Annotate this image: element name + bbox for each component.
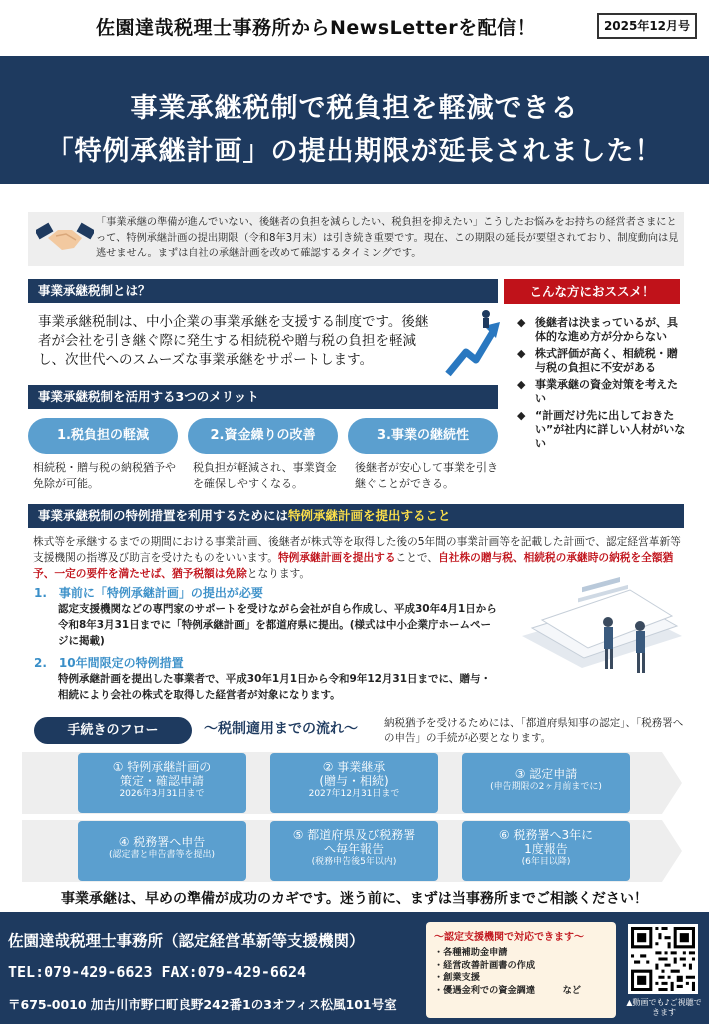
flow-step-note: 2026年3月31日まで — [119, 789, 205, 799]
flow-step-6 — [462, 821, 630, 881]
flow-step-line: ⑤ 都道府県及び税務署 — [292, 828, 416, 842]
footer — [0, 912, 709, 1024]
overview-heading: 事業承継税制とは？ — [28, 279, 498, 303]
point-2-title: 2. 10年間限定の特例措置 — [34, 656, 184, 670]
handshake-icon — [36, 220, 94, 256]
office-name: 佐園達哉税理士事務所（認定経営革新等支援機関） — [8, 932, 365, 950]
recommend-item: ◆ 後継者は決まっているが、具体的な進め方が分からない — [517, 316, 678, 343]
point-1-body: 認定支援機関などの専門家のサポートを受けながら会社が自ら作成し、平成30年4月1日から令和8年3月31日までに「特例承継計画」を都道府県に提出。(様式は中小企業庁ホームページに掲載) — [58, 603, 497, 647]
diamond-bullet-icon: ◆ — [517, 378, 526, 391]
hero-headline-2: 「特例承継計画」の提出期限が延長されました！ — [46, 136, 663, 167]
support-item: ・創業支援 — [434, 972, 480, 983]
flow-step-5 — [270, 821, 438, 881]
flow-step-4 — [78, 821, 246, 881]
point-2-body: 特例承継計画を提出した事業者で、平成30年1月1日から令和9年12月31日までに、贈与・相続により会社の株式を取得した経営者が対象になります。 — [58, 673, 492, 701]
newsletter-title: 佐園達哉税理士事務所からNewsLetterを配信！ — [96, 17, 537, 39]
intro-box — [28, 212, 684, 266]
merit-desc-3: 後継者が安心して事業を引き継ぐことができる。 — [355, 461, 498, 490]
flow-step-line: 1度報告 — [524, 842, 568, 856]
merit-pill-3: 3.事業の継続性 — [348, 418, 498, 454]
measures-red-2: 自社株の贈与税、相続税の承継時の納税を全額猶予、一定の要件を満たせば、猶予税額は免除 — [33, 551, 674, 580]
documents-illustration-icon — [512, 576, 690, 686]
support-item: ・各種補助金申請 — [434, 947, 508, 958]
diamond-bullet-icon: ◆ — [517, 409, 526, 422]
growth-chart-icon — [444, 308, 502, 380]
measures-heading — [28, 504, 684, 528]
contact-phone-fax: TEL:079-429-6623 FAX:079-429-6624 — [8, 963, 307, 981]
flow-step-note: (6年目以降) — [521, 857, 571, 867]
flow-step-line: (贈与・相続) — [319, 774, 389, 788]
flow-step-line: ② 事業継承 — [322, 760, 386, 774]
intro-text: 「事業承継の準備が進んでいない、後継者の負担を減らしたい、税負担を抑えたい」こうしたお悩みをお持ちの経営者さまにとって、特例承継計画の提出期限（令和8年3月末）は引き続き重要です。現在、この期限の延長が要望されており、制度動向は見逃せません。まずは自社の承継計画を改めて確認するタイミングです。 — [96, 217, 679, 259]
merits-heading: 事業承継税制を活用する3つのメリット — [28, 385, 498, 409]
overview-text: 事業承継税制は、中小企業の事業承継を支援する制度です。後継者が会社を引き継ぐ際に発生する相続税や贈与税の負担を軽減し、次世代へのスムーズな事業承継をサポートします。 — [38, 314, 429, 368]
support-item: ・優遇金利での資金調達 など — [434, 984, 581, 996]
flow-step-line: ⑥ 税務署へ3年に — [498, 828, 594, 842]
flow-note: 納税猶予を受けるためには、「都道府県知事の認定」、「税務署への申告」の手続が必要となります。 — [384, 717, 684, 744]
measures-paragraph — [33, 534, 681, 582]
flow-step-note: (税務申告後5年以内) — [311, 857, 397, 867]
hero-banner — [0, 56, 709, 184]
flow-step-line: ③ 認定申請 — [514, 767, 578, 781]
newsletter-header — [0, 0, 709, 52]
office-address: 〒675-0010 加古川市野口町良野242番1の3オフィス松風101号室 — [8, 997, 397, 1012]
support-title: ～認定支援機関で対応できます～ — [434, 932, 584, 943]
recommend-item: ◆ “計画だけ先に出しておきたい”が社内に詳しい人材がいない — [517, 409, 686, 450]
recommend-item: ◆ 事業承継の資金対策を考えたい — [517, 378, 678, 405]
flow-step-line: へ毎年報告 — [323, 842, 384, 856]
measures-heading-highlight: 特例承継計画を提出すること — [288, 508, 451, 523]
merit-pill-1: 1.税負担の軽減 — [28, 418, 178, 454]
hero-headline-1: 事業承継税制で税負担を軽減できる — [130, 93, 579, 124]
flow-step-line: ④ 税務署へ申告 — [118, 835, 206, 849]
flow-step-note: (認定書と申告書等を提出) — [108, 850, 216, 860]
recommend-item: ◆ 株式評価が高く、相続税・贈与税の負担に不安がある — [517, 347, 678, 374]
merit-desc-2: 税負担が軽減され、事業資金を確保しやすくなる。 — [193, 461, 337, 490]
flow-step-note: 2027年12月31日まで — [308, 789, 400, 799]
flow-step-2 — [270, 753, 438, 813]
flow-step-line: 策定・確認申請 — [119, 774, 204, 788]
qr-code-icon[interactable] — [628, 924, 698, 994]
flow-step-line: ① 特例承継計画の — [112, 760, 212, 774]
qr-caption: ▲動画でも♪ご視聴できます — [626, 998, 702, 1017]
measures-text-mid: ことで、 — [395, 551, 439, 564]
measures-red-1: 特例承継計画を提出する — [277, 551, 396, 564]
measures-heading-prefix: 事業承継税制の特例措置を利用するためには — [38, 508, 289, 523]
measures-text-a: 株式等を承継するまでの期間における事業計画、後継者が株式等を取得した後の5年間の事業計画等を記載した計画で、認定経営革新等支援機関の指導及び助言を受けたものをいいます。 — [33, 535, 681, 564]
support-services-note — [426, 922, 616, 1018]
point-1-title: 1. 事前に「特例承継計画」の提出が必要 — [34, 586, 263, 600]
flow-subtitle: ～税制適用までの流れ～ — [204, 721, 358, 737]
flow-step-note: (申告期限の2ヶ月前までに) — [490, 782, 602, 792]
diamond-bullet-icon: ◆ — [517, 347, 526, 360]
issue-badge: 2025年12月号 — [597, 13, 697, 39]
support-item: ・経営改善計画書の作成 — [434, 959, 536, 971]
measures-text-end: となります。 — [246, 567, 311, 580]
flow-step-3 — [462, 753, 630, 813]
merit-pill-2: 2.資金繰りの改善 — [188, 418, 338, 454]
diamond-bullet-icon: ◆ — [517, 316, 526, 329]
support-list — [434, 947, 608, 997]
recommend-list — [517, 316, 687, 454]
merit-desc-1: 相続税・贈与税の納税猶予や免除が可能。 — [33, 461, 176, 490]
flow-label: 手続きのフロー — [34, 717, 192, 744]
flow-step-1 — [78, 753, 246, 813]
recommend-heading: こんな方におススメ！ — [504, 279, 680, 304]
closing-message: 事業承継は、早めの準備が成功のカギです。迷う前に、まずは当事務所までご相談ください！ — [61, 891, 648, 907]
